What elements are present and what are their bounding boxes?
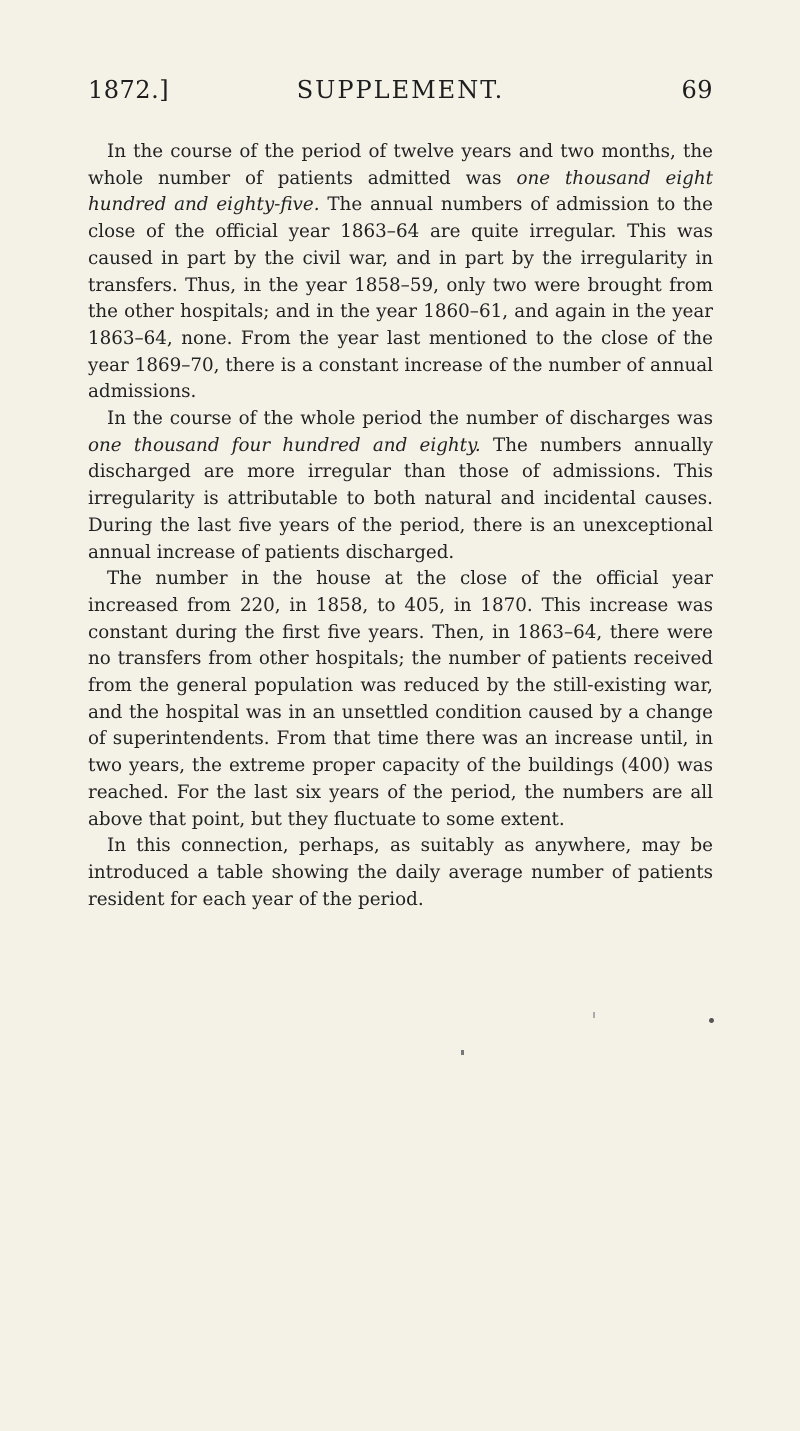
stray-mark — [709, 1018, 714, 1023]
stray-mark — [461, 1050, 464, 1055]
emphasis-text: one thousand four hundred and eighty. — [88, 434, 481, 456]
paragraph-table-intro: In this connection, perhaps, as suitably as anywhere, may be introduced a table showing the daily average number of patients resident for each year of the period. — [88, 835, 713, 910]
body-text — [88, 139, 713, 913]
paragraph-text: In the course of the whole period the number of discharges was — [107, 408, 713, 430]
paragraph-house-numbers: The number in the house at the close of the official year increased from 220, in 1858, to 405, in 1870. This increase was constant during the first five years. Then, in 1863–64, there were no transfers from other hospitals; the number of patients received from the general population was reduced by the still-existing war, and the hospital was in an unsettled condition caused by a change of superintendents. From that time there was an increase until, in two years, the extreme proper capacity of the buildings (400) was reached. For the last six years of the period, the numbers are all above that point, but they fluctuate to some extent. — [88, 568, 713, 830]
page-number: 69 — [681, 76, 713, 104]
paragraph-text: In the course of the period of twelve years and two months, the whole number of patients admitted was — [88, 141, 713, 189]
paragraph-admissions — [88, 139, 713, 406]
running-header — [88, 76, 713, 116]
stray-mark — [593, 1012, 595, 1018]
emphasis-text: one thousand eight hundred and eighty-five. — [88, 167, 713, 216]
paragraph-text: The numbers annually discharged are more irregular than those of admissions. This irregularity is attributable to both natural and incidental causes. During the last five years of the period, there is an unexceptional annual increase of patients discharged. — [88, 434, 713, 563]
paragraph-discharges — [88, 406, 713, 566]
header-title: SUPPLEMENT. — [296, 76, 505, 104]
header-year: 1872.] — [88, 76, 170, 104]
paragraph-text: The annual numbers of admission to the close of the official year 1863–64 are quite irregular. This was caused in part by the civil war, and in part by the irregularity in transfers. Thus, in the year 1858–59, only two were brought from the other hospitals; and in the year 1860–61, and again in the year 1863–64, none. From the year last mentioned to the close of the year 1869–70, there is a constant increase of the number of annual admissions. — [88, 194, 713, 403]
